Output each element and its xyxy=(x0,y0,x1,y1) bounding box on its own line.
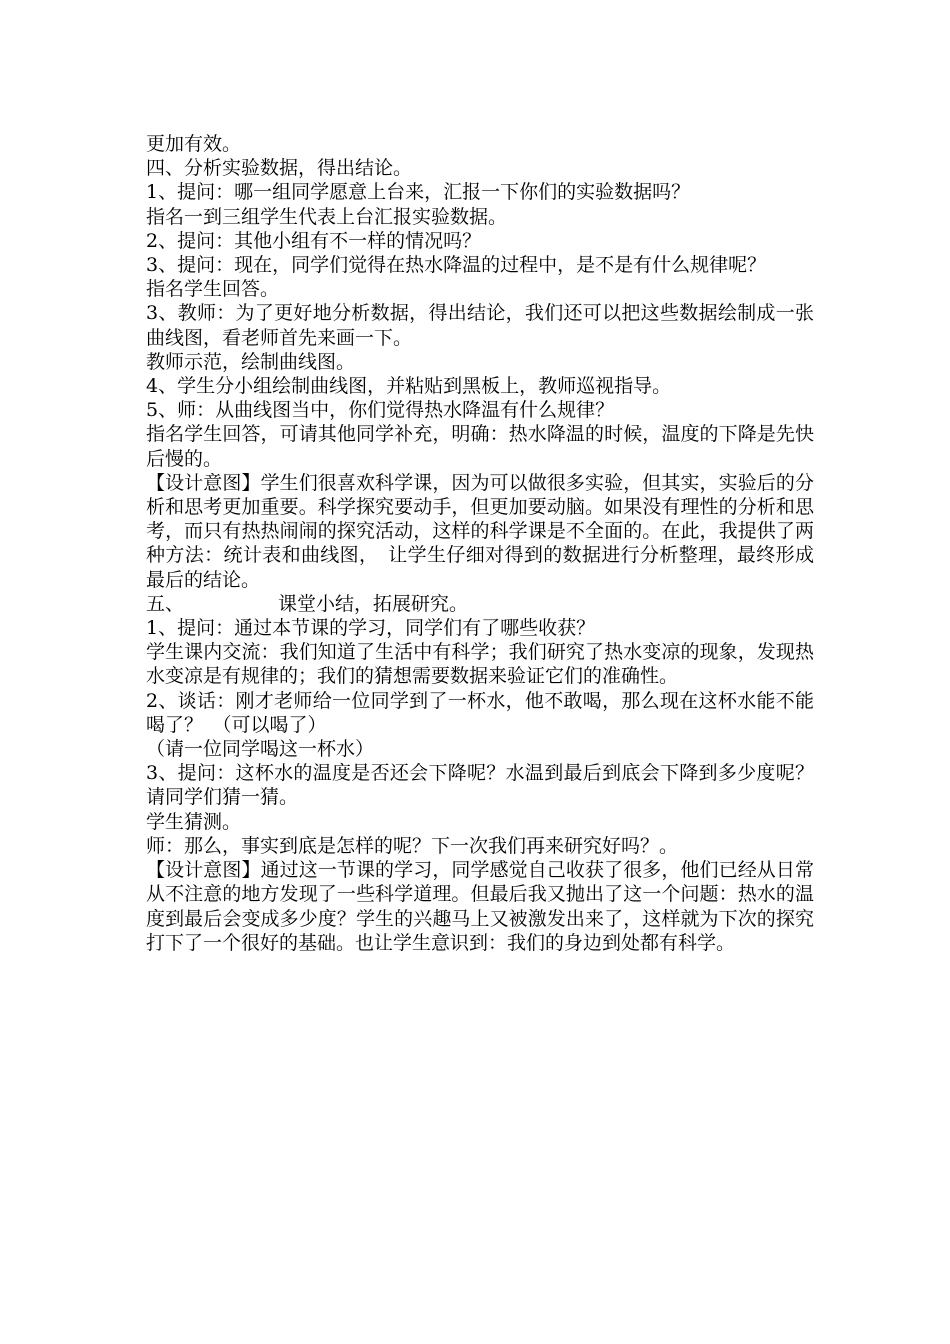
paragraph: 5、师：从曲线图当中，你们觉得热水降温有什么规律？ xyxy=(146,399,615,422)
paragraph: 2、谈话：刚才老师给一位同学到了一杯水，他不敢喝，那么现在这杯水能不能喝了？ （可以喝了） xyxy=(146,689,814,736)
paragraph: 指名学生回答，可请其他同学补充，明确：热水降温的时候，温度的下降是先快后慢的。 xyxy=(146,423,814,470)
paragraph: （请一位同学喝这一杯水） xyxy=(146,738,375,761)
paragraph: 2、提问：其他小组有不一样的情况吗？ xyxy=(146,229,482,252)
section-title: 课堂小结，拓展研究。 xyxy=(278,592,469,615)
section-heading xyxy=(146,592,814,616)
paragraph: 师：那么，事实到底是怎样的呢？下一次我们再来研究好吗？。 xyxy=(146,834,679,857)
document-page xyxy=(146,132,814,955)
section-heading: 四、分析实验数据，得出结论。 xyxy=(146,157,413,180)
paragraph: 3、提问：这杯水的温度是否还会下降呢？水温到最后到底会下降到多少度呢？请同学们猜一猜。 xyxy=(146,762,814,809)
section-number: 五、 xyxy=(146,592,185,615)
paragraph: 3、提问：现在，同学们觉得在热水降温的过程中，是不是有什么规律呢？ xyxy=(146,254,767,277)
paragraph: 1、提问：通过本节课的学习，同学们有了哪些收获？ xyxy=(146,617,596,640)
paragraph: 教师示范，绘制曲线图。 xyxy=(146,350,356,373)
paragraph: 学生猜测。 xyxy=(146,810,242,833)
paragraph: 指名一到三组学生代表上台汇报实验数据。 xyxy=(146,205,508,228)
paragraph: 指名学生回答。 xyxy=(146,278,280,301)
design-intent-paragraph: 【设计意图】学生们很喜欢科学课，因为可以做很多实验，但其实，实验后的分析和思考更加重要。科学探究要动手，但更加要动脑。如果没有理性的分析和思考，而只有热热闹闹的探究活动，这样的科学课是不全面的。在此，我提供了两种方法：统计表和曲线图， 让学生仔细对得到的数据进行分析整理，最终形成最后的结论。 xyxy=(146,471,814,591)
design-intent-paragraph: 【设计意图】通过这一节课的学习，同学感觉自己收获了很多，他们已经从日常从不注意的地方发现了一些科学道理。但最后我又抛出了这一个问题：热水的温度到最后会变成多少度？学生的兴趣马上又被激发出来了，这样就为下次的探究打下了一个很好的基础。也让学生意识到：我们的身边到处都有科学。 xyxy=(146,859,814,954)
paragraph: 4、学生分小组绘制曲线图，并粘贴到黑板上，教师巡视指导。 xyxy=(146,375,672,398)
paragraph: 学生课内交流：我们知道了生活中有科学；我们研究了热水变凉的现象，发现热水变凉是有规律的；我们的猜想需要数据来验证它们的准确性。 xyxy=(146,641,814,688)
paragraph: 更加有效。 xyxy=(146,133,242,155)
paragraph: 1、提问：哪一组同学愿意上台来，汇报一下你们的实验数据吗？ xyxy=(146,181,691,204)
paragraph: 3、教师：为了更好地分析数据，得出结论，我们还可以把这些数据绘制成一张曲线图，看老师首先来画一下。 xyxy=(146,302,814,349)
